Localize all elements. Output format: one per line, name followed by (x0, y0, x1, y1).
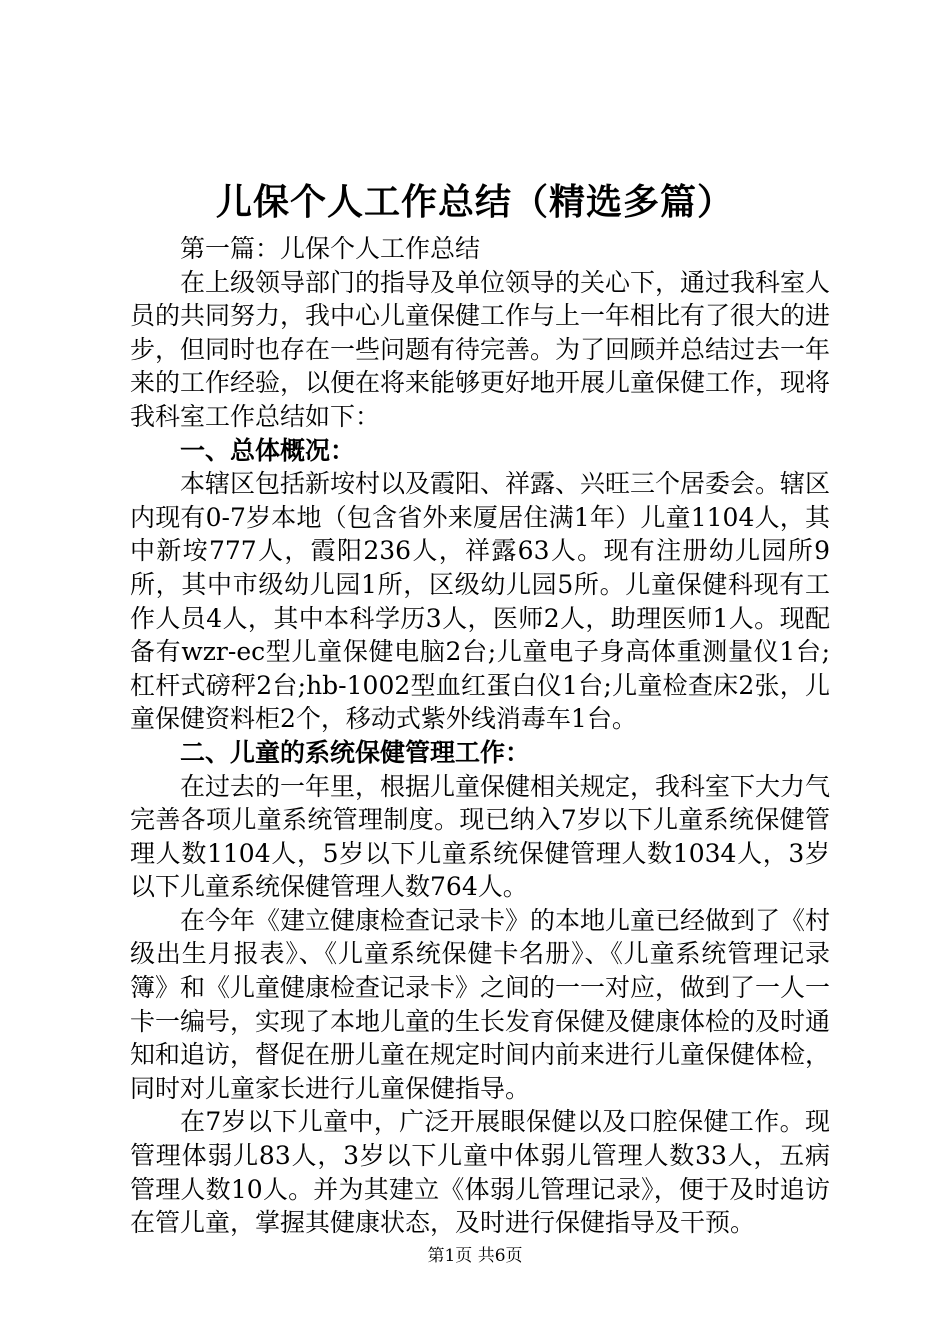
page-number-footer: 第1页 共6页 (427, 1246, 523, 1266)
heading-overview: 一、总体概况： (180, 435, 356, 465)
document-body (130, 232, 830, 1240)
paragraph-section-title: 第一篇：儿保个人工作总结 (180, 234, 481, 263)
document-title: 儿保个人工作总结（精选多篇） (215, 181, 734, 223)
paragraph-health-records: 在今年《建立健康检查记录卡》的本地儿童已经做到了《村级出生月报表》、《儿童系统保健卡名册》、《儿童系统管理记录簿》和《儿童健康检查记录卡》之间的一一对应，做到了一人一卡一编号，实现了本地儿童的生长发育保健及健康体检的及时通知和追访，督促在册儿童在规定时间内前来进行儿童保健体检，同时对儿童家长进行儿童保健指导。 (130, 905, 831, 1103)
heading-system-management: 二、儿童的系统保健管理工作： (180, 737, 531, 767)
paragraph-overview: 本辖区包括新垵村以及霞阳、祥露、兴旺三个居委会。辖区内现有0-7岁本地（包含省外来厦居住满1年）儿童1104人，其中新垵777人，霞阳236人，祥露63人。现有注册幼儿园所9所，其中市级幼儿园1所，区级幼儿园5所。儿童保健科现有工作人员4人，其中本科学历3人，医师2人，助理医师1人。现配备有wzr-ec型儿童保健电脑2台;儿童电子身高体重测量仪1台;杠杆式磅秤2台;hb-1002型血红蛋白仪1台;儿童检查床2张，儿童保健资料柜2个，移动式紫外线消毒车1台。 (130, 469, 831, 734)
paragraph-intro: 在上级领导部门的指导及单位领导的关心下，通过我科室人员的共同努力，我中心儿童保健工作与上一年相比有了很大的进步，但同时也存在一些问题有待完善。为了回顾并总结过去一年来的工作经验，以便在将来能够更好地开展儿童保健工作，现将我科室工作总结如下： (130, 267, 831, 431)
paragraph-management-counts: 在过去的一年里，根据儿童保健相关规定，我科室下大力气完善各项儿童系统管理制度。现已纳入7岁以下儿童系统保健管理人数1104人，5岁以下儿童系统保健管理人数1034人，3岁以下儿童系统保健管理人数764人。 (130, 771, 831, 902)
paragraph-eye-oral-care: 在7岁以下儿童中，广泛开展眼保健以及口腔保健工作。现管理体弱儿83人，3岁以下儿童中体弱儿管理人数33人，五病管理人数10人。并为其建立《体弱儿管理记录》，便于及时追访在管儿童，掌握其健康状态，及时进行保健指导及干预。 (130, 1107, 830, 1238)
